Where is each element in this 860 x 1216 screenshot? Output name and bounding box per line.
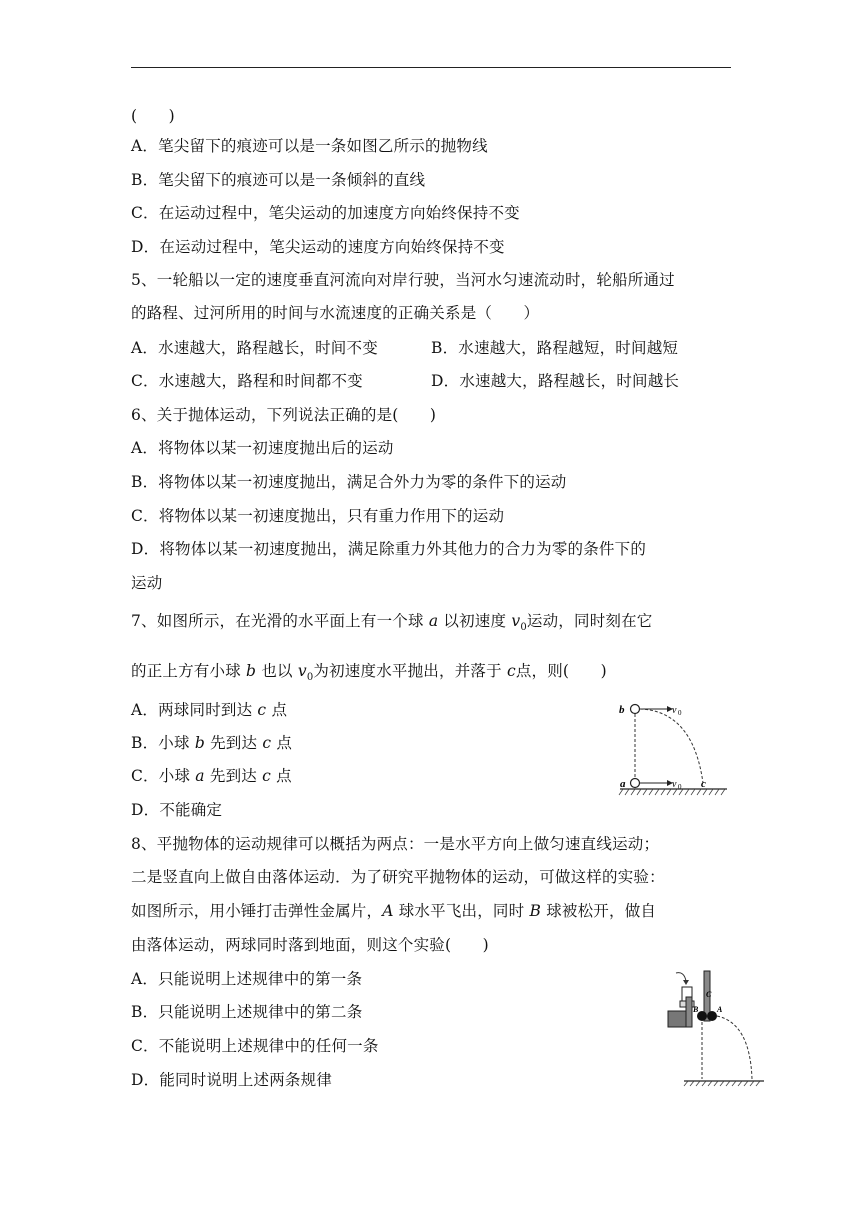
- q5-option-a: A．水速越大，路程越长，时间不变: [131, 339, 378, 357]
- label-C: C: [706, 990, 712, 999]
- var-a: a: [428, 612, 439, 630]
- q4-option-c: C．在运动过程中，笔尖运动的加速度方向始终保持不变: [131, 204, 520, 222]
- q8-option-a: A．只能说明上述规律中的第一条: [131, 970, 363, 988]
- q5-option-d: D．水速越大，路程越长，时间越长: [431, 372, 680, 390]
- q8-stem-line2: 二是竖直向上做自由落体运动．为了研究平抛物体的运动，可做这样的实验：: [131, 868, 665, 886]
- q7-option-b: B．小球 b 先到达 c 点: [131, 734, 293, 752]
- q4-stem-tail: ( ): [131, 107, 175, 125]
- svg-text:v: v: [672, 779, 677, 790]
- var-v: v: [511, 612, 521, 630]
- q6-option-d-line1: D．将物体以某一初速度抛出，满足除重力外其他力的合力为零的条件下的: [131, 540, 647, 558]
- q6-option-a: A．将物体以某一初速度抛出后的运动: [131, 439, 394, 457]
- hammer-arrow: [676, 973, 686, 981]
- q6-option-d-line2: 运动: [131, 574, 163, 592]
- q5-option-b: B．水速越大，路程越短，时间越短: [431, 339, 679, 357]
- q7-stem-line1: 7、如图所示，在光滑的水平面上有一个球 a 以初速度 $v_0$运动，同时刻在它: [131, 612, 653, 634]
- ground-hatching: [684, 1081, 760, 1086]
- ball-B: [697, 1011, 707, 1021]
- q6-option-c: C．将物体以某一初速度抛出，只有重力作用下的运动: [131, 507, 505, 525]
- var-b: b: [246, 662, 257, 680]
- svg-text:v: v: [672, 705, 677, 716]
- label-A: A: [717, 1005, 723, 1014]
- q7-option-c: C．小球 a 先到达 c 点: [131, 767, 292, 785]
- q4-option-d: D．在运动过程中，笔尖运动的速度方向始终保持不变: [131, 238, 505, 256]
- q7-projectile-figure: [615, 697, 731, 799]
- q5-option-c: C．水速越大，路程和时间都不变: [131, 372, 363, 390]
- q7-stem-line2: 的正上方有小球 b 也以 $v_0$为初速度水平抛出，并落于 c点，则( ): [131, 662, 607, 684]
- q7-option-a: A．两球同时到达 c 点: [131, 701, 288, 719]
- q7-option-d: D．不能确定: [131, 801, 223, 819]
- svg-text:0: 0: [678, 783, 682, 791]
- q8-option-c: C．不能说明上述规律中的任何一条: [131, 1037, 379, 1055]
- var-c: c: [506, 662, 516, 680]
- label-b: b: [619, 704, 625, 716]
- var-v: v: [297, 662, 307, 680]
- header-rule: [131, 67, 731, 68]
- q8-stem-line3: 如图所示，用小锤打击弹性金属片，A 球水平飞出，同时 B 球被松开，做自: [131, 902, 657, 920]
- ball-b: [631, 705, 640, 714]
- q4-option-b: B．笔尖留下的痕迹可以是一条倾斜的直线: [131, 171, 426, 189]
- parabola-path: [640, 709, 703, 783]
- q5-stem-line2: 的路程、过河所用的时间与水流速度的正确关系是（ ）: [131, 304, 540, 322]
- label-a: a: [620, 778, 626, 790]
- ball-a: [631, 779, 640, 788]
- q8-experiment-figure: [662, 965, 766, 1087]
- q8-option-d: D．能同时说明上述两条规律: [131, 1071, 333, 1089]
- projectile-path: [717, 1016, 752, 1079]
- q8-stem-line4: 由落体运动，两球同时落到地面，则这个实验( ): [131, 936, 489, 954]
- q4-option-a: A．笔尖留下的痕迹可以是一条如图乙所示的抛物线: [131, 137, 488, 155]
- svg-text:0: 0: [678, 709, 682, 717]
- q5-stem-line1: 5、一轮船以一定的速度垂直河流向对岸行驶，当河水匀速流动时，轮船所通过: [131, 271, 675, 289]
- q8-stem-line1: 8、平抛物体的运动规律可以概括为两点：一是水平方向上做匀速直线运动；: [131, 835, 660, 853]
- label-c: c: [701, 778, 706, 790]
- q6-stem: 6、关于抛体运动，下列说法正确的是( ): [131, 406, 437, 424]
- ball-A: [707, 1011, 717, 1021]
- q8-option-b: B．只能说明上述规律中的第二条: [131, 1003, 363, 1021]
- label-B: B: [693, 1005, 699, 1014]
- q6-option-b: B．将物体以某一初速度抛出，满足合外力为零的条件下的运动: [131, 473, 567, 491]
